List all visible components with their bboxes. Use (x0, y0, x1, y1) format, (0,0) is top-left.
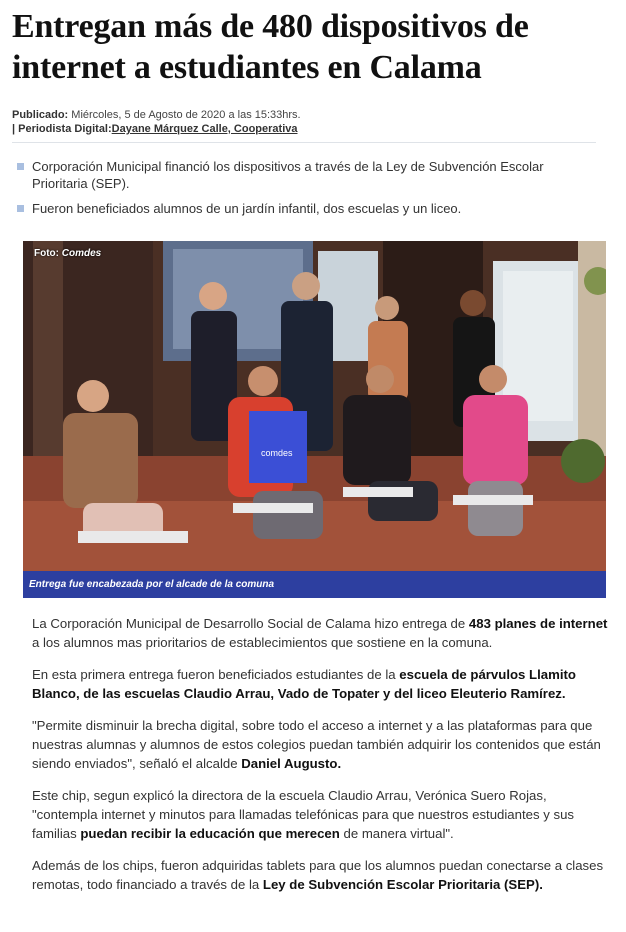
article-photo (23, 241, 606, 571)
paragraph-bold-text: 483 planes de internet (468, 616, 608, 631)
photo-caption: Entrega fue encabezada por el alcade de la comuna (23, 571, 606, 598)
article-paragraph (32, 856, 614, 894)
article-summary-list (17, 158, 597, 225)
article-figure (23, 241, 606, 598)
paragraph-text: Además de los chips, fueron adquiridas tablets para que los alumnos puedan conectarse a clases remotas, todo financiado a través de la (32, 858, 604, 892)
paragraph-text: a los alumnos mas prioritarios de establecimientos que sostiene en la comuna. (32, 635, 493, 650)
article-paragraph (32, 665, 614, 703)
article-paragraph (32, 786, 614, 843)
summary-text: Corporación Municipal financió los dispositivos a través de la Ley de Subvención Escolar Prioritaria (SEP). (32, 159, 544, 191)
paragraph-text: La Corporación Municipal de Desarrollo Social de Calama hizo entrega de (32, 616, 469, 631)
journalist-link[interactable]: Dayane Márquez Calle, Cooperativa (111, 123, 298, 135)
paragraph-bold-text: Ley de Subvención Escolar Prioritaria (SEP). (262, 877, 543, 892)
journalist-line (12, 122, 596, 136)
paragraph-text: En esta primera entrega fueron beneficiados estudiantes de la (32, 667, 400, 682)
square-bullet-icon (17, 205, 24, 212)
photo-credit-label: Foto: (34, 248, 59, 259)
paragraph-bold-text: escuela de párvulos Llamito Blanco, de las escuelas Claudio Arrau, Vado de Topater y del liceo Eleuterio Ramírez. (32, 667, 576, 701)
paragraph-bold-text: Daniel Augusto. (241, 756, 342, 771)
published-label: Publicado: (12, 109, 69, 121)
paragraph-text: de manera virtual". (339, 826, 454, 841)
journalist-label: | Periodista Digital: (12, 123, 112, 135)
summary-item (17, 158, 597, 192)
summary-text: Fueron beneficiados alumnos de un jardín infantil, dos escuelas y un liceo. (32, 201, 462, 216)
photo-credit (34, 248, 101, 259)
photo-credit-value: Comdes (61, 248, 102, 259)
svg-text:comdes: comdes (261, 448, 293, 458)
article-body (32, 614, 614, 907)
article-paragraph (32, 614, 614, 652)
published-date: Miércoles, 5 de Agosto de 2020 a las 15:33hrs. (71, 109, 301, 121)
article-headline: Entregan más de 480 dispositivos de internet a estudiantes en Calama (12, 8, 529, 86)
article-byline (12, 108, 596, 143)
paragraph-bold-text: puedan recibir la educación que merecen (80, 826, 340, 841)
published-line (12, 108, 596, 122)
paragraph-text: "Permite disminuir la brecha digital, sobre todo el acceso a internet y a las plataformas para que nuestras alumnas y alumnos de estos colegios puedan también adquirir los contenidos que están siendo enviados", señaló el alcalde (32, 718, 601, 771)
paragraph-text: Este chip, segun explicó la directora de la escuela Claudio Arrau, Verónica Suero Rojas, "contempla internet y minutos para llamadas telefónicas para que nuestros estudiantes y sus familias (32, 788, 575, 841)
square-bullet-icon (17, 163, 24, 170)
article-paragraph (32, 716, 614, 773)
summary-item (17, 200, 597, 217)
